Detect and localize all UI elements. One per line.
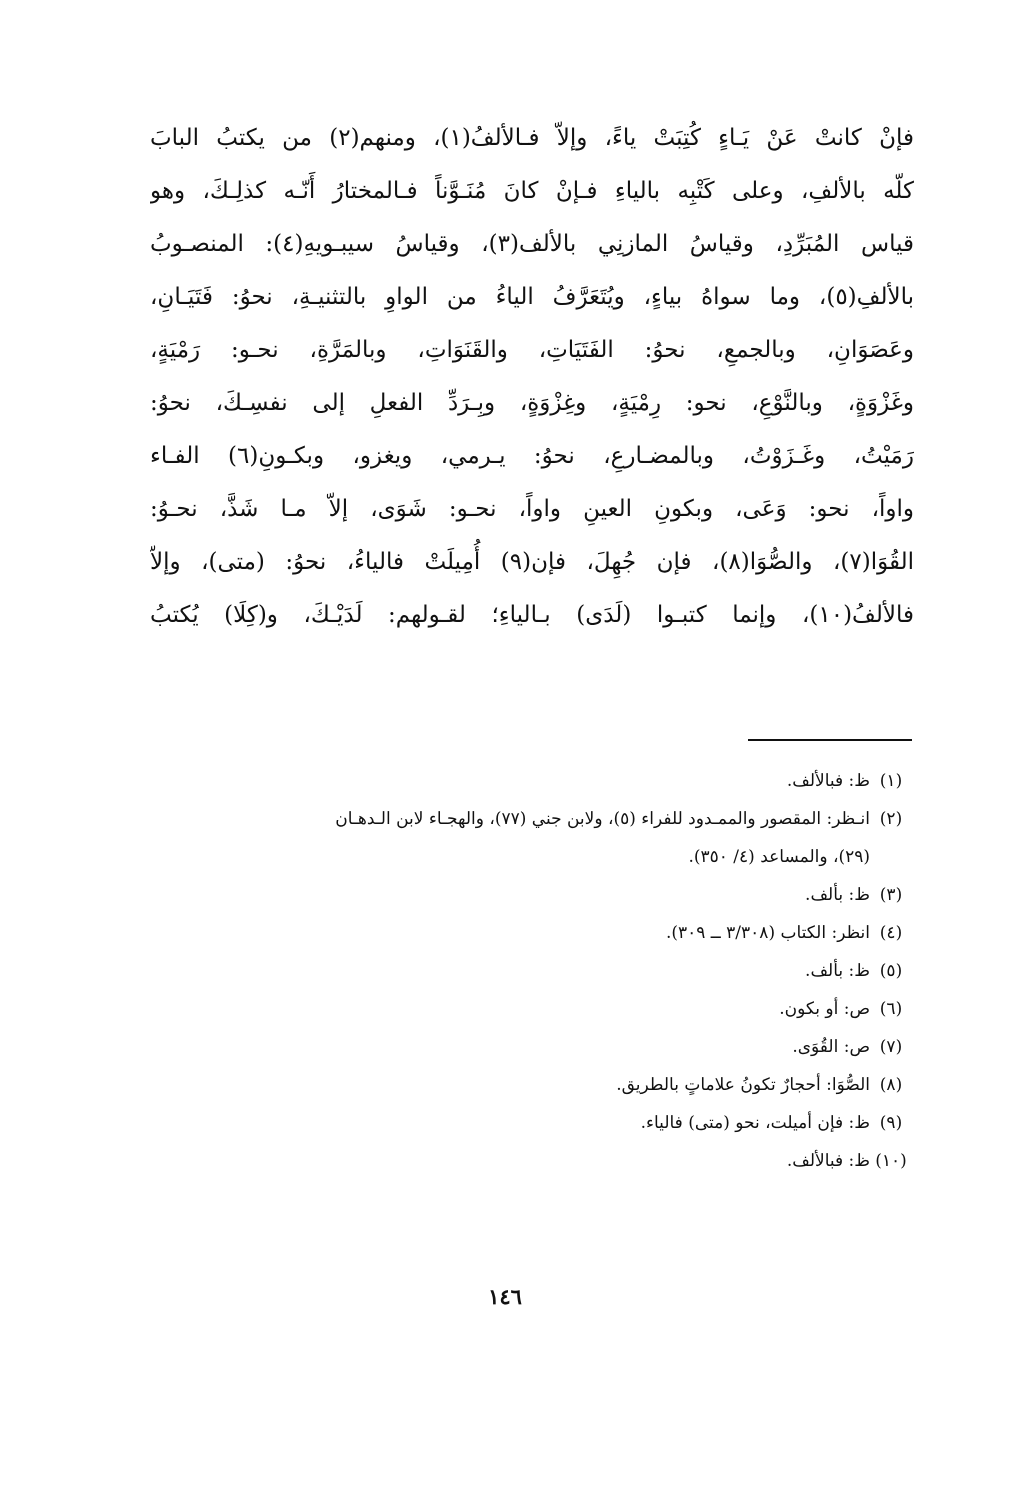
footnote-text: ظ: فإن أميلت، نحو (متى) فالياء. <box>640 1113 870 1133</box>
footnote-item <box>150 914 912 952</box>
footnote-item <box>150 1066 912 1104</box>
footnote-item <box>150 762 912 800</box>
text-line: بالألفِ(٥)، وما سواهُ بياءٍ، ويُتَعَرَّفُ الياءُ من الواوِ بالتثنيـةِ، نحوُ: فَتَيَـانِ، <box>150 284 914 310</box>
footnote-text: انظر: الكتاب (٣/٣٠٨ ــ ٣٠٩). <box>665 923 870 943</box>
footnote-item <box>150 990 912 1028</box>
footnote-item <box>150 1104 912 1142</box>
footnote-text: ص: أو بكون. <box>779 999 870 1019</box>
footnote-number: (٢) <box>879 809 903 829</box>
text-line: فالألفُ(١٠)، وإنما كتبـوا (لَدَى) بـالياءِ؛ لقـولهم: لَدَيْـكَ، و(كِلَا) يُكتبُ <box>150 602 914 628</box>
footnotes <box>150 762 912 1180</box>
footnote-item <box>150 1028 912 1066</box>
text-line: فإنْ كانتْ عَنْ يَـاءٍ كُتِبَتْ ياءً، وإلاّ فـالألفُ(١)، ومنهم(٢) من يكتبُ البابَ <box>150 125 914 151</box>
footnote-number: (٨) <box>879 1075 903 1095</box>
text-line: رَمَيْتُ، وغَـزَوْتُ، وبالمضـارعِ، نحوُ: يـرمي، ويغزو، وبكـونِ(٦) الفـاء <box>150 443 914 469</box>
footnote-item <box>150 1142 912 1180</box>
text-line: القُوَا(٧)، والصُّوَا(٨)، فإن جُهِلَ، فإن(٩) أُمِيلَتْ فالياءُ، نحوُ: (متى)، وإلاّ <box>150 549 914 575</box>
footnote-number: (٩) <box>879 1113 903 1133</box>
footnote-number: (٦) <box>879 999 903 1019</box>
footnote-number: (١٠) <box>875 1151 907 1171</box>
footnote-item <box>150 800 912 838</box>
footnote-separator <box>748 739 912 741</box>
footnote-text: ظ: بألف. <box>805 885 870 905</box>
footnote-continuation: (٢٩)، والمساعد (٤/ ٣٥٠). <box>688 847 870 867</box>
footnote-number: (٥) <box>879 961 903 981</box>
text-line: وغَزْوَةٍ، وبالنَّوْعِ، نحو: رِمْيَةٍ، وغِزْوَةٍ، وبِـرَدِّ الفعلِ إلى نفسِـكَ، نحوُ: <box>150 390 914 416</box>
footnote-number: (٣) <box>879 885 903 905</box>
page-number: ١٤٦ <box>488 1284 522 1309</box>
footnote-item <box>150 952 912 990</box>
footnote-text: الصُّوَا: أحجارٌ تكونُ علاماتٍ بالطريق. <box>616 1075 870 1095</box>
footnote-number: (٤) <box>879 923 903 943</box>
text-line: واواً، نحو: وَعَى، وبكونِ العينِ واواً، نحـو: شَوَى، إلاّ مـا شَذَّ، نحـوُ: <box>150 496 914 522</box>
text-line: قياس المُبَرِّدِ، وقياسُ المازنِي بالألف(٣)، وقياسُ سيبـويهِ(٤): المنصـوبُ <box>150 231 914 257</box>
main-text <box>150 112 914 642</box>
footnote-text: ظ: فبالألف. <box>786 1151 870 1171</box>
footnote-text: انـظر: المقصور والممـدود للفراء (٥)، ولابن جني (٧٧)، والهجـاء لابن الـدهـان <box>335 809 870 829</box>
text-line: وعَصَوَانِ، وبالجمعِ، نحوُ: الفَتَيَاتِ، والقَنَوَاتِ، وبالمَرَّةِ، نحـو: رَمْيَةٍ، <box>150 337 914 363</box>
footnote-text: ظ: فبالألف. <box>786 771 870 791</box>
footnote-text: ظ: بألف. <box>805 961 870 981</box>
footnote-text: ص: القُوَى. <box>792 1037 870 1057</box>
text-line: كلّه بالألفِ، وعلى كَتْبِه بالياءِ فـإنْ كانَ مُنَـوَّناً فـالمختارُ أَنّـه كذلِـكَ، وهو <box>150 178 914 204</box>
footnote-number: (١) <box>879 771 903 791</box>
footnote-item <box>150 876 912 914</box>
footnote-number: (٧) <box>879 1037 903 1057</box>
